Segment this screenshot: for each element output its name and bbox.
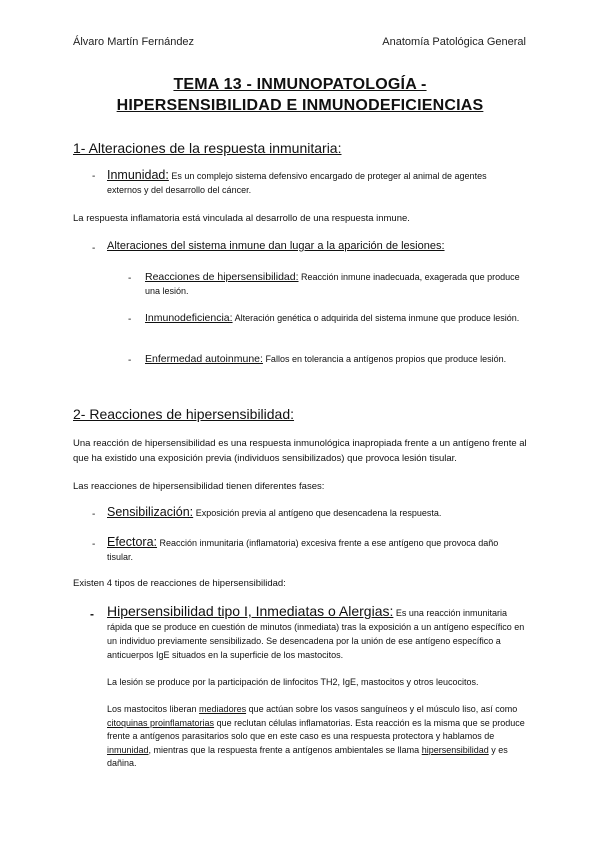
bullet-dash: - — [92, 243, 96, 254]
sub-item-hipersensibilidad — [145, 271, 520, 298]
bullet-dash: - — [128, 273, 132, 284]
mast-text: que actúan sobre los vasos sanguíneos y el músculo liso, así como — [246, 704, 518, 714]
sub-term: Inmunodeficiencia: — [145, 312, 233, 324]
sub-item-inmunodeficiencia — [145, 312, 520, 326]
tipo1-lesion: La lesión se produce por la participación de linfocitos TH2, IgE, mastocitos y otros leucocitos. — [107, 677, 479, 687]
fase-sensibilizacion — [107, 506, 517, 521]
sub-text: Alteración genética o adquirida del sistema inmune que produce lesión. — [234, 313, 520, 323]
page-title-line1: TEMA 13 - INMUNOPATOLOGÍA - — [173, 76, 427, 93]
tipo1-text: Es una reacción inmunitaria rápida que se produce en cuestión de minutos (inmediata) tras la exposición a un antígeno específico en un individuo previamente sensibilizado. Se desencadena por la unión de ese antígeno específico a anticuerpos IgE situados en la superficie de los mastocitos. — [107, 608, 525, 660]
citoquinas-term: citoquinas proinflamatorias — [107, 717, 215, 728]
header-author: Álvaro Martín Fernández — [73, 36, 195, 48]
tipo1-term: Hipersensibilidad tipo I, Inmediatas o Alergias: — [107, 603, 394, 619]
fase-term: Efectora: — [107, 535, 158, 549]
section2-para1: Una reacción de hipersensibilidad es una respuesta inmunológica inapropiada frente a un antígeno frente al que ha existido una exposición previa (individuos sensibilizados) que provoca lesión tisular. — [73, 438, 527, 464]
section1-heading: 1- Alteraciones de la respuesta inmunitaria: — [73, 140, 342, 156]
inmunidad-text: Es un complejo sistema defensivo encargado de proteger al animal de agentes externos y del desarrollo del cáncer. — [107, 171, 487, 195]
inmunidad-term: Inmunidad: — [107, 168, 169, 182]
alteraciones-heading: Alteraciones del sistema inmune dan lugar a la aparición de lesiones: — [107, 240, 445, 252]
inmunidad-item — [107, 169, 507, 197]
sub-text: Reacción inmune inadecuada, exagerada que produce una lesión. — [145, 272, 520, 296]
mast-text: Los mastocitos liberan — [107, 704, 200, 714]
section2-para2: Las reacciones de hipersensibilidad tienen diferentes fases: — [73, 481, 325, 492]
tipo1-mastocitos — [107, 703, 527, 771]
bullet-dash: - — [90, 607, 94, 621]
mediadores-term: mediadores — [199, 704, 247, 714]
hipersensibilidad-term: hipersensibilidad — [421, 744, 489, 755]
bullet-dash: - — [92, 509, 96, 520]
bullet-dash: - — [92, 539, 96, 550]
mast-text: , mientras que la respuesta frente a antígenos ambientales se llama — [148, 744, 422, 755]
fase-text: Reacción inmunitaria (inflamatoria) excesiva frente a ese antígeno que provoca daño tisular. — [107, 538, 499, 562]
section2-para3: Existen 4 tipos de reacciones de hipersensibilidad: — [73, 578, 286, 589]
sub-term: Enfermedad autoinmune: — [145, 353, 263, 365]
page-title-line2: HIPERSENSIBILIDAD E INMUNODEFICIENCIAS — [116, 97, 484, 114]
sub-item-autoinmune — [145, 353, 520, 367]
sub-text: Fallos en tolerancia a antígenos propios que produce lesión. — [265, 354, 507, 364]
bullet-dash: - — [128, 355, 132, 366]
bullet-dash: - — [128, 314, 132, 325]
fase-efectora — [107, 536, 517, 564]
sub-term: Reacciones de hipersensibilidad: — [145, 271, 299, 283]
bullet-dash: - — [92, 171, 96, 182]
section1-para1: La respuesta inflamatoria está vinculada al desarrollo de una respuesta inmune. — [73, 213, 410, 224]
header-subject: Anatomía Patológica General — [382, 36, 526, 48]
mast-text: que reclutan células inflamatorias. Esta reacción es la misma que se produce frente a antígenos parasitarios solo que en este caso es una respuesta protectora y hablamos de — [107, 717, 525, 742]
tipo1-item — [107, 604, 527, 662]
inmunidad-link: inmunidad — [107, 744, 149, 755]
mast-text: y es dañina. — [107, 744, 508, 769]
section2-heading: 2- Reacciones de hipersensibilidad: — [73, 406, 295, 422]
fase-text: Exposición previa al antígeno que desencadena la respuesta. — [195, 508, 442, 518]
fase-term: Sensibilización: — [107, 505, 194, 519]
